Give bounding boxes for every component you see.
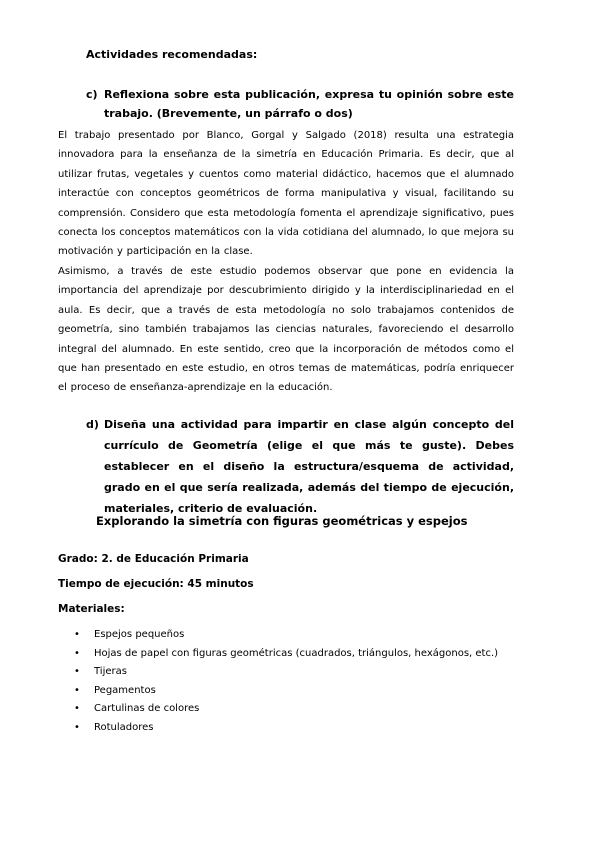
- activity-time: Tiempo de ejecución: 45 minutos: [58, 578, 254, 590]
- list-item: • Pegamentos: [74, 682, 498, 701]
- list-item: • Cartulinas de colores: [74, 700, 498, 719]
- materials-label: Materiales:: [58, 603, 125, 615]
- section-heading: Actividades recomendadas:: [86, 48, 258, 61]
- bullet-icon: •: [74, 647, 80, 659]
- question-c-text: Reflexiona sobre esta publicación, expresa tu opinión sobre este trabajo. (Brevemente, un párrafo o dos): [104, 88, 514, 120]
- answer-c-paragraph-1: El trabajo presentado por Blanco, Gorgal y Salgado (2018) resulta una estrategia innovadora para la enseñanza de la simetría en Educación Primaria. Es decir, que al utilizar frutas, vegetales y cuentos como material didáctico, hacemos que el alumnado interactúe con conceptos geométricos de forma manipulativa y visual, facilitando su comprensión. Considero que esta metodología fomenta el aprendizaje significativo, pues conecta los conceptos matemáticos con la vida cotidiana del alumnado, lo que mejora su motivación y participación en la clase.: [58, 130, 514, 258]
- list-item: • Hojas de papel con figuras geométricas (cuadrados, triángulos, hexágonos, etc.): [74, 645, 498, 664]
- question-d-letter: d): [86, 418, 99, 431]
- bullet-icon: •: [74, 721, 80, 733]
- bullet-icon: •: [74, 629, 80, 640]
- materials-list: [74, 626, 498, 737]
- activity-title: Explorando la simetría con figuras geométricas y espejos: [96, 514, 468, 528]
- question-c: [86, 85, 514, 123]
- bullet-icon: •: [74, 666, 80, 677]
- question-d: [86, 414, 514, 519]
- question-c-letter: c): [86, 88, 98, 101]
- question-d-text: Diseña una actividad para impartir en clase algún concepto del currículo de Geometría (elige el que más te guste). Debes establecer en el diseño la estructura/esquema de actividad, grado en el que sería realizada, además del tiempo de ejecución, materiales, criterio de evaluación.: [104, 418, 514, 515]
- list-item: • Espejos pequeños: [74, 626, 498, 645]
- answer-c-paragraph-2: Asimismo, a través de este estudio podemos observar que pone en evidencia la importancia del aprendizaje por descubrimiento dirigido y la interdisciplinariedad en el aula. Es decir, que a través de esta metodología no solo trabajamos contenidos de geometría, sino también trabajamos las ciencias naturales, favoreciendo el desarrollo integral del alumnado. En este sentido, creo que la incorporación de métodos como el que han presentado en este estudio, en otros temas de matemáticas, podría enriquecer el proceso de enseñanza-aprendizaje en la educación.: [58, 266, 514, 394]
- list-item: • Tijeras: [74, 663, 498, 682]
- activity-grade: Grado: 2. de Educación Primaria: [58, 553, 249, 565]
- bullet-icon: •: [74, 684, 80, 696]
- list-item: • Rotuladores: [74, 719, 498, 738]
- bullet-icon: •: [74, 703, 80, 714]
